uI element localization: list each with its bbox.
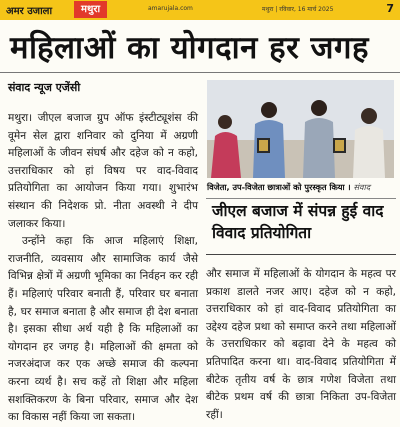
photo-illustration (207, 80, 394, 178)
newspaper-logo: अमर उजाला (6, 6, 53, 17)
award-ceremony-photo (207, 80, 394, 178)
article-subheadline: जीएल बजाज में संपन्न हुई वाद विवाद प्रतियोगिता (212, 202, 384, 242)
page-number: 7 (386, 2, 394, 15)
dateline: मथुरा | रविवार, 16 मार्च 2025 (262, 6, 334, 13)
photo-caption (207, 181, 397, 193)
article-headline: महिलाओं का योगदान हर जगह (10, 30, 369, 66)
article-paragraph: और समाज में महिलाओं के योगदान के महत्व पर प्रकाश डालते नजर आए। दहेज को न कहो, उत्तराधिकार को हां वाद-विवाद प्रतियोगिता का उद्देश्य दहेज प्रथा को समाप्त करने तथा महिलाओं के उत्तराधिकार को बढ़ावा देने के महत्व को प्रतिपादित करना था। वाद-विवाद प्रतियोगिता में बीटेक तृतीय वर्ष के छात्र गणेश विजेता तथा बीटेक प्रथम वर्ष की छात्रा निकिता उप-विजेता रहीं। (206, 268, 396, 421)
article-paragraph: उन्होंने कहा कि आज महिलाएं शिक्षा, राजनीति, व्यवसाय और सामाजिक कार्य जैसे विभिन्न क्षेत्रों में अग्रणी भूमिका का निर्वहन कर रही हैं। महिलाएं परिवार बनाती हैं, परिवार घर बनाता है, घर समाज बनाता है और समाज ही देश बनाता है। इसका सीधा अर्थ यही है कि महिलाओं का योगदान हर जगह है। महिलाओं की क्षमता को नजरअंदाज कर एक अच्छे समाज की कल्पना करना व्यर्थ है। सच कहें तो शिक्षा और महिला सशक्तिकरण के बिना परिवार, समाज और देश का विकास नहीं किया जा सकता। (8, 235, 198, 424)
headline-divider (0, 72, 400, 73)
website-text: amarujala.com (148, 5, 193, 12)
article-byline: संवाद न्यूज एजेंसी (8, 81, 81, 94)
city-edition-tag: मथुरा (74, 1, 107, 18)
masthead-strip (0, 0, 400, 20)
article-paragraph: मथुरा। जीएल बजाज ग्रुप ऑफ इंस्टीट्यूशंस की वूमेन सेल द्वारा शनिवार को दुनिया में अग्रणी महिलाओं के जीवन संघर्ष और दहेज को न कहो, उत्तराधिकार को हां विषय पर वाद-विवाद प्रतियोगिता का आयोजन किया गया। शुभारंभ संस्थान की निदेशक प्रो. नीता अवस्थी ने दीप जलाकर किया। (8, 112, 198, 230)
subheadline-top-rule (206, 198, 396, 199)
subheadline-divider (206, 254, 396, 255)
article-body-left-column (8, 110, 198, 424)
photo-caption-text: विजेता, उप-विजेता छात्राओं को पुरस्कृत किया । (207, 182, 351, 192)
photo-credit: संवाद (353, 182, 371, 192)
article-body-right-column (206, 266, 396, 421)
